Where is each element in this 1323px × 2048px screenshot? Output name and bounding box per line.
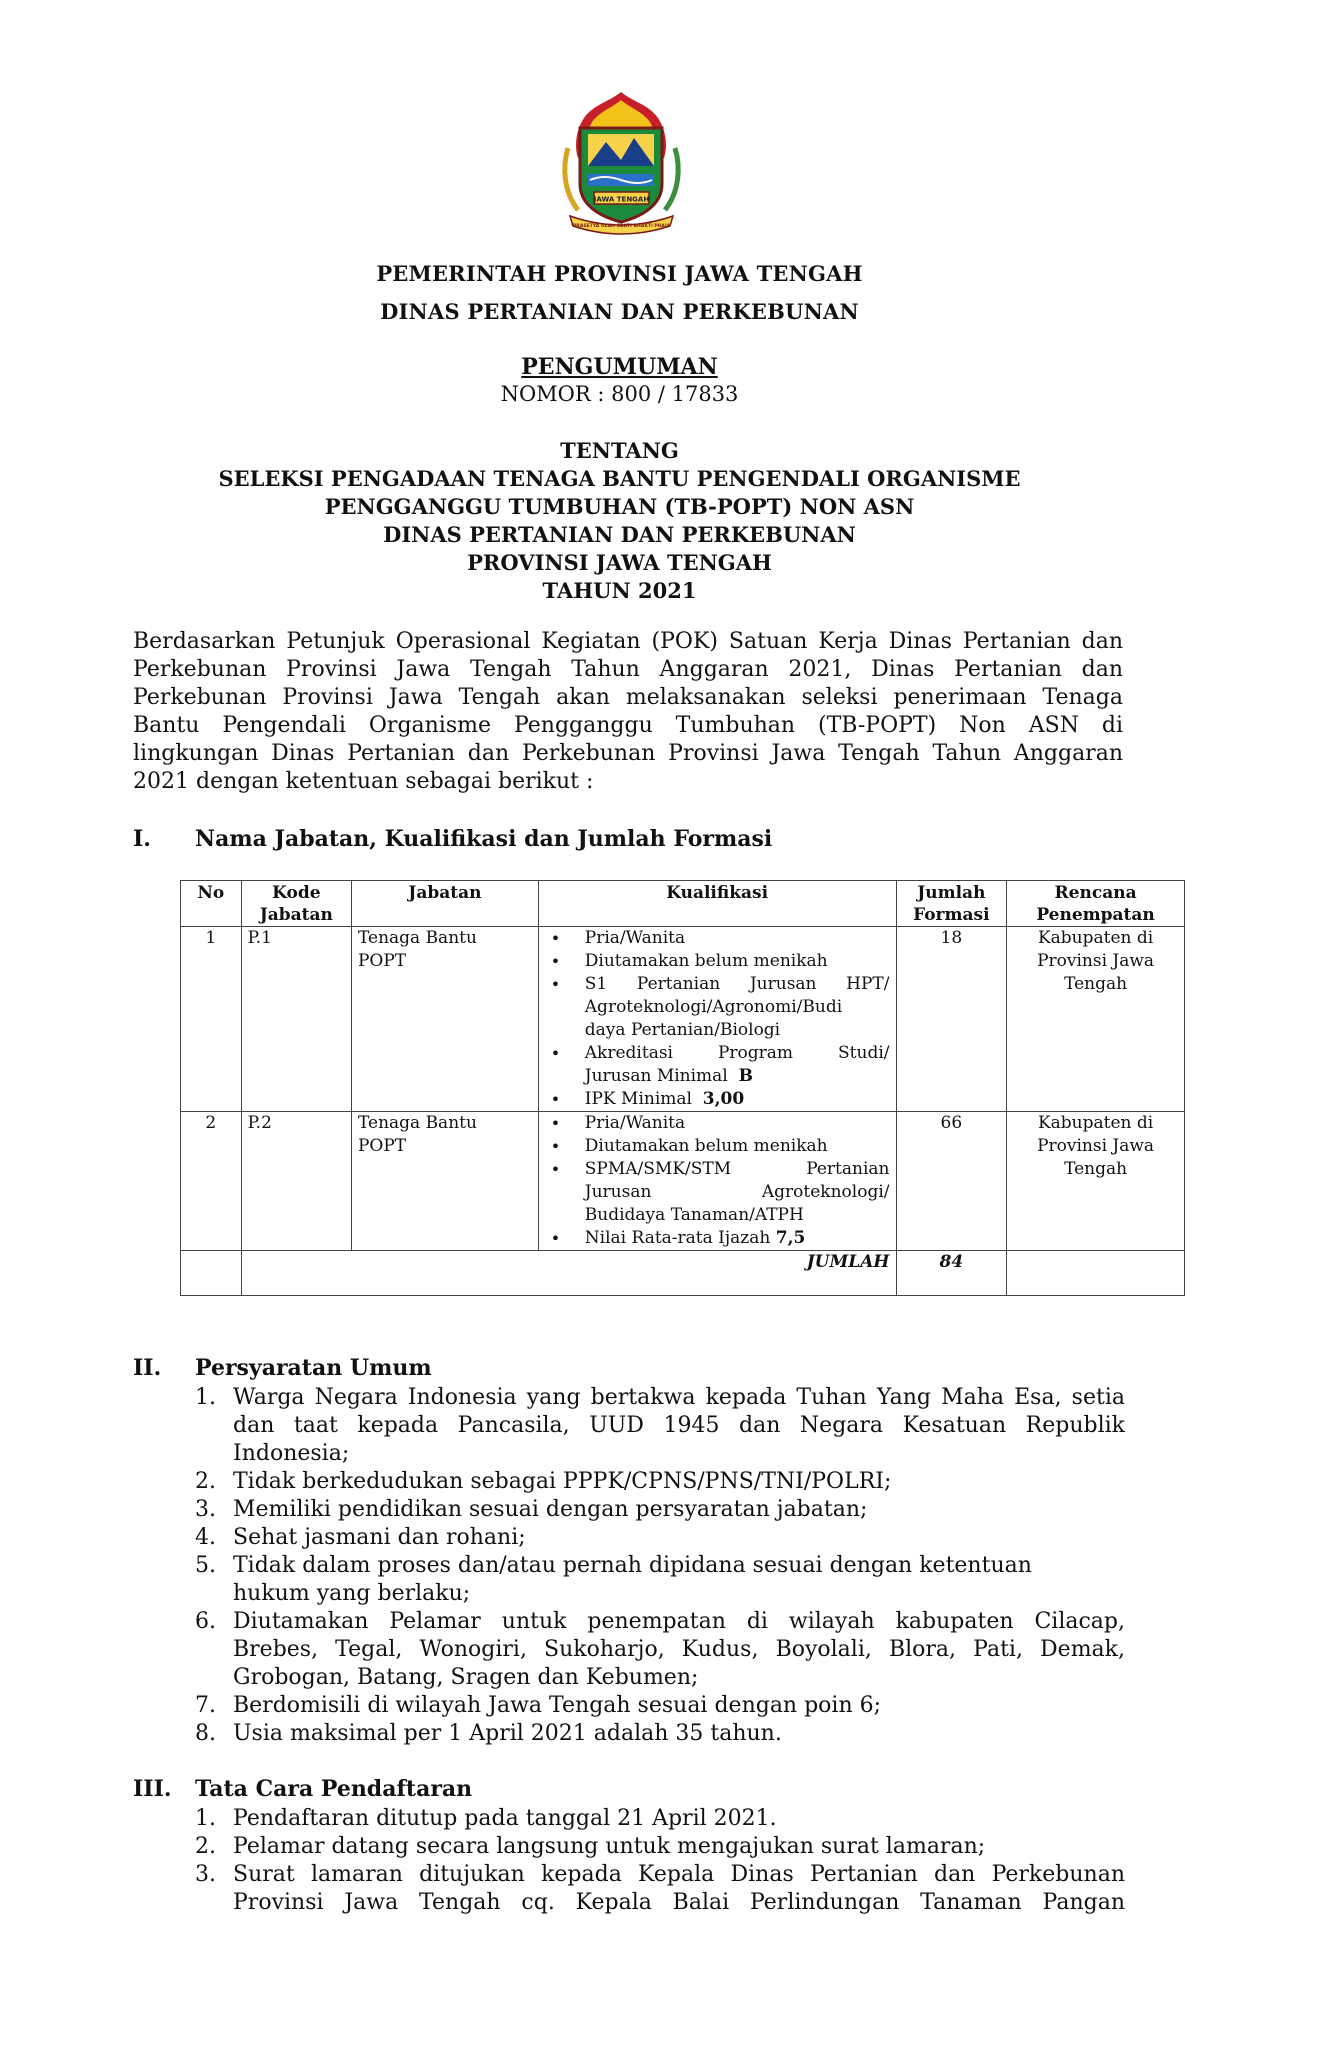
header-line: Formasi bbox=[913, 905, 990, 925]
item-line: Pelamar datang secara langsung untuk mengajukan surat lamaran; bbox=[233, 1834, 986, 1859]
section-3-heading bbox=[133, 1776, 472, 1802]
list-item bbox=[195, 1552, 1125, 1608]
list-item bbox=[195, 1692, 1125, 1720]
qualification-item bbox=[585, 950, 890, 973]
requirements-list bbox=[195, 1384, 1125, 1748]
col-header-jumlah bbox=[896, 881, 1007, 927]
qualification-item bbox=[585, 1227, 890, 1250]
registration-list bbox=[195, 1805, 1125, 1917]
qualification-item bbox=[585, 1042, 890, 1088]
qual-line bbox=[585, 1065, 890, 1088]
svg-text:PRASETYA ULAH SAKTI BHAKTI PRA: PRASETYA ULAH SAKTI BHAKTI PRAJA bbox=[572, 224, 671, 229]
item-line: Brebes, Tegal, Wonogiri, Sukoharjo, Kudus, Boyolali, Blora, Pati, Demak, bbox=[233, 1637, 1125, 1662]
cell-line: Tengah bbox=[1064, 1159, 1128, 1179]
qual-text: Nilai Rata-rata Ijazah bbox=[584, 1228, 771, 1248]
item-line: Tidak berkedudukan sebagai PPPK/CPNS/PNS/TNI/POLRI; bbox=[233, 1469, 892, 1494]
cell-rencana bbox=[1007, 927, 1185, 1112]
cell-line: Kabupaten di bbox=[1037, 1113, 1154, 1133]
section-title: Nama Jabatan, Kualifikasi dan Jumlah Formasi bbox=[195, 826, 773, 852]
qual-line: daya Pertanian/Biologi bbox=[584, 1020, 781, 1040]
list-item bbox=[195, 1468, 1125, 1496]
item-line: Pendaftaran ditutup pada tanggal 21 April 2021. bbox=[233, 1806, 777, 1831]
qual-line: Budidaya Tanaman/ATPH bbox=[584, 1205, 804, 1225]
cell-empty bbox=[1007, 1251, 1185, 1296]
cell-line: Provinsi Jawa bbox=[1037, 1136, 1155, 1156]
item-number: 8. bbox=[195, 1721, 216, 1746]
table-header-row bbox=[181, 881, 1185, 927]
qualification-item bbox=[585, 1135, 890, 1158]
item-number: 1. bbox=[195, 1385, 216, 1410]
item-number: 7. bbox=[195, 1693, 216, 1718]
topic-line: SELEKSI PENGADAAN TENAGA BANTU PENGENDALI ORGANISME bbox=[218, 466, 1021, 491]
cell-line: Tenaga Bantu bbox=[357, 928, 477, 948]
qual-line: • Diutamakan belum menikah bbox=[584, 951, 828, 971]
list-item bbox=[195, 1805, 1125, 1833]
provincial-emblem-icon bbox=[554, 88, 689, 238]
cell-line: Tengah bbox=[1064, 974, 1128, 994]
announcement-title: PENGUMUMAN bbox=[521, 354, 718, 380]
intro-line: Perkebunan Provinsi Jawa Tengah akan melaksanakan seleksi penerimaan Tenaga bbox=[133, 685, 1123, 710]
qual-line bbox=[585, 1088, 890, 1111]
intro-paragraph bbox=[133, 628, 1123, 796]
item-number: 3. bbox=[195, 1497, 216, 1522]
topic-line: PENGGANGGU TUMBUHAN (TB-POPT) NON ASN bbox=[324, 494, 915, 519]
header-agency: DINAS PERTANIAN DAN PERKEBUNAN bbox=[380, 299, 859, 324]
formation-table bbox=[180, 880, 1185, 1296]
topic-label: TENTANG bbox=[560, 438, 679, 463]
qual-line bbox=[585, 1227, 890, 1250]
qual-line: Jurusan Agroteknologi/ bbox=[584, 1182, 890, 1202]
list-item bbox=[195, 1720, 1125, 1748]
intro-line: Berdasarkan Petunjuk Operasional Kegiatan (POK) Satuan Kerja Dinas Pertanian dan bbox=[133, 629, 1123, 654]
svg-text:JAWA TENGAH: JAWA TENGAH bbox=[593, 195, 650, 204]
topic-line: TAHUN 2021 bbox=[542, 578, 697, 603]
header-line: Rencana bbox=[1054, 883, 1137, 903]
cell-jabatan bbox=[351, 1112, 538, 1251]
cell-line: Provinsi Jawa bbox=[1037, 951, 1155, 971]
col-header-kode bbox=[241, 881, 351, 927]
item-line: Diutamakan Pelamar untuk penempatan di wilayah kabupaten Cilacap, bbox=[233, 1609, 1125, 1634]
cell-no: 2 bbox=[181, 1112, 242, 1251]
item-number: 4. bbox=[195, 1525, 216, 1550]
header-government: PEMERINTAH PROVINSI JAWA TENGAH bbox=[376, 261, 863, 286]
header-line: Penempatan bbox=[1036, 905, 1155, 925]
item-line: Surat lamaran ditujukan kepada Kepala Dinas Pertanian dan Perkebunan bbox=[233, 1862, 1125, 1887]
item-line: Memiliki pendidikan sesuai dengan persyaratan jabatan; bbox=[233, 1497, 868, 1522]
cell-rencana bbox=[1007, 1112, 1185, 1251]
item-line: Sehat jasmani dan rohani; bbox=[233, 1525, 526, 1550]
item-number: 2. bbox=[195, 1834, 216, 1859]
section-number: III. bbox=[133, 1776, 172, 1802]
qualification-item bbox=[585, 973, 890, 1042]
qual-line: • Diutamakan belum menikah bbox=[584, 1136, 828, 1156]
list-item bbox=[195, 1833, 1125, 1861]
section-title: Persyaratan Umum bbox=[195, 1355, 432, 1381]
qualification-item bbox=[585, 1112, 890, 1135]
qualification-list bbox=[545, 927, 890, 1111]
qual-text: Jurusan Minimal bbox=[584, 1066, 728, 1086]
item-line: Berdomisili di wilayah Jawa Tengah sesuai dengan poin 6; bbox=[233, 1693, 882, 1718]
table-row bbox=[181, 1112, 1185, 1251]
item-number: 1. bbox=[195, 1806, 216, 1831]
cell-kualifikasi bbox=[538, 927, 896, 1112]
qualification-item bbox=[585, 1088, 890, 1111]
cell-jumlah: 66 bbox=[896, 1112, 1007, 1251]
item-line: Warga Negara Indonesia yang bertakwa kepada Tuhan Yang Maha Esa, setia bbox=[233, 1385, 1125, 1410]
cell-no: 1 bbox=[181, 927, 242, 1112]
qual-value: 7,5 bbox=[775, 1228, 806, 1248]
cell-line: POPT bbox=[357, 951, 407, 971]
cell-line: Tenaga Bantu bbox=[357, 1113, 477, 1133]
qual-line: Agroteknologi/Agronomi/Budi bbox=[584, 997, 843, 1017]
cell-kode: P.1 bbox=[241, 927, 351, 1112]
cell-kualifikasi bbox=[538, 1112, 896, 1251]
item-number: 3. bbox=[195, 1862, 216, 1887]
list-item bbox=[195, 1608, 1125, 1692]
table-row bbox=[181, 927, 1185, 1112]
cell-kode: P.2 bbox=[241, 1112, 351, 1251]
col-header-jabatan: Jabatan bbox=[351, 881, 538, 927]
qual-value: B bbox=[738, 1066, 753, 1086]
item-line: Provinsi Jawa Tengah cq. Kepala Balai Perlindungan Tanaman Pangan bbox=[233, 1890, 1125, 1915]
section-number: II. bbox=[133, 1355, 162, 1381]
col-header-no: No bbox=[181, 881, 242, 927]
cell-line: Kabupaten di bbox=[1037, 928, 1154, 948]
cell-jumlah: 18 bbox=[896, 927, 1007, 1112]
cell-jabatan bbox=[351, 927, 538, 1112]
topic-line: PROVINSI JAWA TENGAH bbox=[467, 550, 772, 575]
qualification-item bbox=[585, 927, 890, 950]
qual-line: • Pria/Wanita bbox=[584, 928, 686, 948]
cell-line: POPT bbox=[357, 1136, 407, 1156]
topic-line: DINAS PERTANIAN DAN PERKEBUNAN bbox=[383, 522, 856, 547]
total-label: JUMLAH bbox=[241, 1251, 896, 1296]
list-item bbox=[195, 1524, 1125, 1552]
cell-empty bbox=[181, 1251, 242, 1296]
col-header-kualifikasi: Kualifikasi bbox=[538, 881, 896, 927]
header-line: Jabatan bbox=[259, 905, 333, 925]
header-line: Jumlah bbox=[917, 883, 986, 903]
section-title: Tata Cara Pendaftaran bbox=[195, 1776, 473, 1802]
intro-line: Bantu Pengendali Organisme Pengganggu Tumbuhan (TB-POPT) Non ASN di bbox=[133, 713, 1123, 738]
intro-line: 2021 dengan ketentuan sebagai berikut : bbox=[133, 769, 594, 794]
list-item bbox=[195, 1384, 1125, 1468]
intro-line: Perkebunan Provinsi Jawa Tengah Tahun Anggaran 2021, Dinas Pertanian dan bbox=[133, 657, 1123, 682]
item-line: Usia maksimal per 1 April 2021 adalah 35 tahun. bbox=[233, 1721, 782, 1746]
item-line: dan taat kepada Pancasila, UUD 1945 dan Negara Kesatuan Republik bbox=[233, 1413, 1125, 1438]
item-line: Indonesia; bbox=[233, 1441, 350, 1466]
col-header-rencana bbox=[1007, 881, 1185, 927]
item-line: Grobogan, Batang, Sragen dan Kebumen; bbox=[233, 1665, 699, 1690]
header-line: Kode bbox=[272, 883, 321, 903]
qual-line: • S1 Pertanian Jurusan HPT/ bbox=[584, 974, 890, 994]
qual-line: • SPMA/SMK/STM Pertanian bbox=[584, 1159, 890, 1179]
qual-value: 3,00 bbox=[702, 1089, 745, 1109]
list-item bbox=[195, 1861, 1125, 1917]
section-1-heading bbox=[133, 826, 772, 852]
announcement-number: NOMOR : 800 / 17833 bbox=[500, 382, 739, 406]
qual-line: • Akreditasi Program Studi/ bbox=[584, 1043, 890, 1063]
item-number: 2. bbox=[195, 1469, 216, 1494]
section-number: I. bbox=[133, 826, 151, 852]
table-total-row bbox=[181, 1251, 1185, 1296]
total-value: 84 bbox=[896, 1251, 1007, 1296]
item-number: 5. bbox=[195, 1553, 216, 1578]
item-line: hukum yang berlaku; bbox=[233, 1581, 471, 1606]
qual-line: • Pria/Wanita bbox=[584, 1113, 686, 1133]
qualification-list bbox=[545, 1112, 890, 1250]
qual-text: IPK Minimal bbox=[584, 1089, 692, 1109]
qualification-item bbox=[585, 1158, 890, 1227]
item-number: 6. bbox=[195, 1609, 216, 1634]
intro-line: lingkungan Dinas Pertanian dan Perkebunan Provinsi Jawa Tengah Tahun Anggaran bbox=[133, 741, 1123, 766]
section-2-heading bbox=[133, 1355, 432, 1381]
item-line: Tidak dalam proses dan/atau pernah dipidana sesuai dengan ketentuan bbox=[233, 1553, 1032, 1578]
list-item bbox=[195, 1496, 1125, 1524]
